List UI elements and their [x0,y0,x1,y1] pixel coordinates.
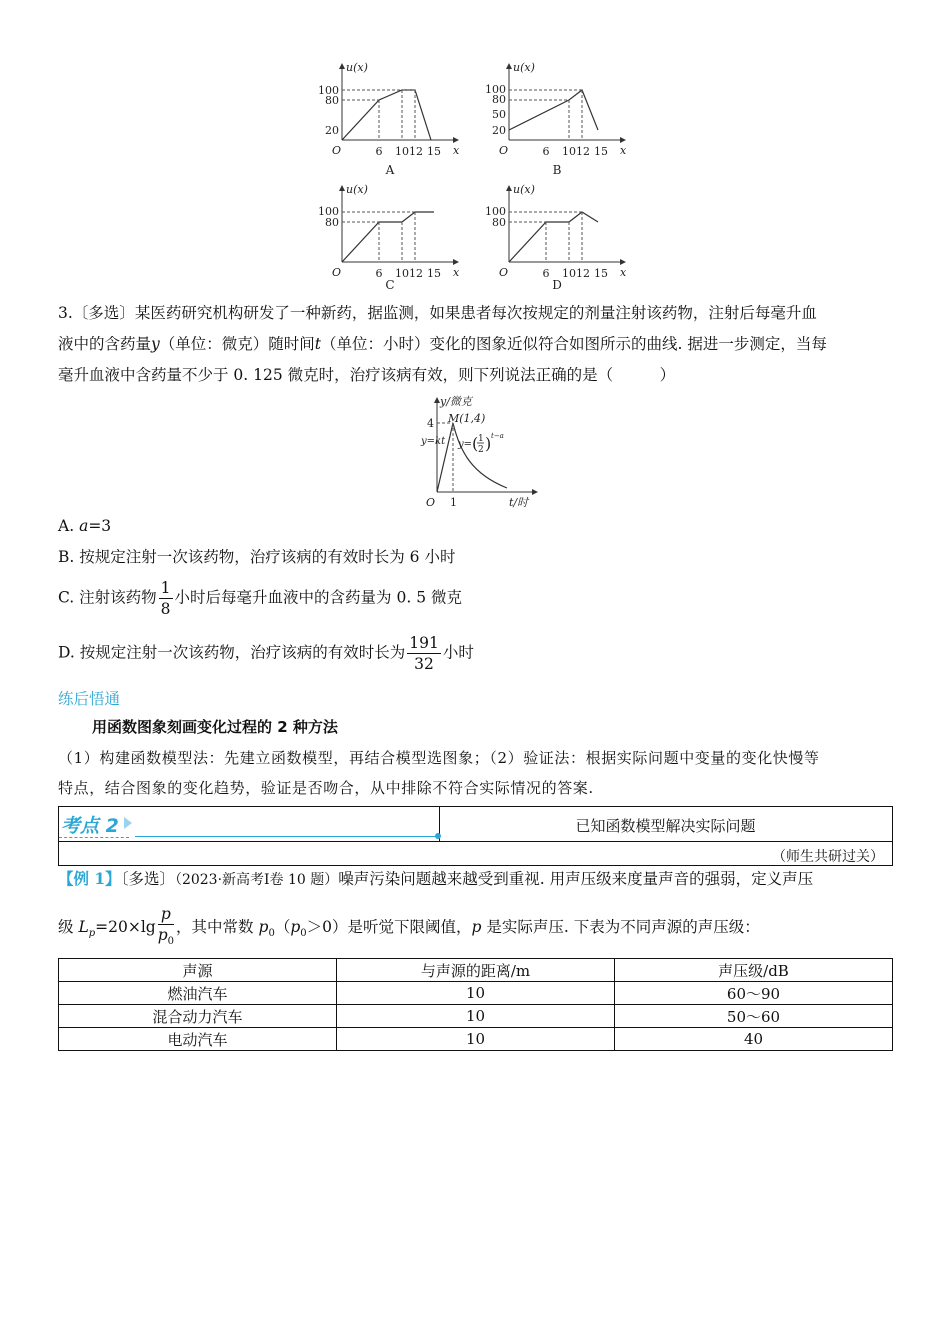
drug-origin: O [426,496,436,509]
option-c-post: 小时后每毫升血液中的含药量为 0. 5 微克 [174,588,462,607]
table-header-cell: 与声源的距离/m [337,959,615,982]
example-cond-open: （ [274,918,291,937]
graph-c-ytick-100: 100 [318,205,339,218]
table-cell: 电动汽车 [59,1028,337,1051]
example-l2-b: =20×lg [95,918,156,937]
graph-d-ytick-80: 80 [492,216,506,229]
example-frac-num: p [160,905,171,923]
graph-b-xtick-15: 15 [594,145,608,158]
example-l2-d: 是实际声压. 下表为不同声源的声压级： [486,918,760,937]
option-d-den: 32 [414,655,434,673]
example-cond-p: p [290,918,301,937]
graph-d-origin: O [499,266,509,279]
option-c-fraction [159,578,173,619]
practice-heading: 练后悟通 [58,690,121,708]
graph-b-xtick-10: 10 [562,145,576,158]
q3-var-t: t [314,335,322,353]
graph-b-origin: O [499,144,509,157]
table-cell: 60～90 [615,982,893,1005]
kaodian-arrow-icon [124,817,132,829]
option-a-var: a [79,517,89,535]
q3-line1 [58,303,817,323]
drug-right-exp: t−a [491,432,504,440]
graph-a-xvar: x [453,144,460,157]
example-line1 [58,869,813,890]
practice-line2: 特点，结合图象的变化趋势，验证是否吻合，从中排除不符合实际情况的答案. [58,779,594,797]
graph-c-letter: C [385,278,395,290]
graph-c-xtick-12: 12 [409,267,423,280]
example-line2 [58,904,760,952]
q3-line2 [58,334,827,354]
table-cell: 50～60 [615,1005,893,1028]
kaodian-note: （师生共研过关） [772,849,884,865]
example-fraction [158,904,174,952]
graph-b-xtick-6: 6 [542,145,550,158]
graph-c-origin: O [332,266,342,279]
graph-c-xtick-6: 6 [375,267,383,280]
graph-b-letter: B [552,163,562,177]
graph-d [485,183,627,290]
graph-a [318,61,460,177]
option-c-pre: C. 注射该药物 [58,588,157,607]
graph-a-ytick-80: 80 [325,94,339,107]
graphs-figure [310,58,640,290]
example-var-L-sub: p [88,928,96,940]
drug-xaxis-label: t/时 [509,496,529,509]
graph-b-xvar: x [620,144,627,157]
graph-d-ytick-100: 100 [485,205,506,218]
graph-d-xvar: x [620,266,627,279]
table-cell: 燃油汽车 [59,982,337,1005]
kaodian-banner [58,806,893,866]
example-source: （2023·新高考Ⅰ卷 10 题） [174,872,339,888]
graph-a-xtick-12: 12 [409,145,423,158]
table-row [59,982,893,1005]
option-d-fraction [407,633,441,674]
q3-line3: 毫升血液中含药量不少于 0. 125 微克时，治疗该病有效，则下列说法正确的是（ ） [58,366,676,384]
drug-tick-1: 1 [450,496,457,509]
example-multi: 〔多选〕 [120,870,175,888]
q3-option-c[interactable] [58,578,462,619]
graph-a-xtick-6: 6 [375,145,383,158]
table-header-row [59,959,893,982]
table-cell: 10 [337,1028,615,1051]
q3-text2b: （单位：微克）随时间 [159,335,315,353]
graph-b-ytick-20: 20 [492,124,506,137]
graph-b-ylabel: u(x) [513,61,535,74]
table-header-cell: 声压级/dB [615,959,893,982]
drug-right-num: 1 [478,434,484,444]
graph-c-ytick-80: 80 [325,216,339,229]
sound-level-table [58,958,893,1051]
table-cell: 40 [615,1028,893,1051]
graph-c-xtick-15: 15 [427,267,441,280]
example-var-p0: p [258,918,269,937]
drug-right-paren: ( [472,434,479,453]
table-cell: 混合动力汽车 [59,1005,337,1028]
option-a-prefix: A. [58,517,75,535]
example-var-p0-sub: 0 [268,928,275,940]
graph-a-xtick-15: 15 [427,145,441,158]
table-cell: 10 [337,1005,615,1028]
table-row [59,1005,893,1028]
graph-d-xtick-15: 15 [594,267,608,280]
example-text1: 噪声污染问题越来越受到重视. 用声压级来度量声音的强弱，定义声压 [338,870,814,888]
graph-b [485,61,627,177]
q3-text2a: 液中的含药量 [58,335,152,353]
example-cond-sub: 0 [300,928,307,940]
graph-a-letter: A [385,163,395,177]
practice-subheading: 用函数图象刻画变化过程的 2 种方法 [92,718,338,736]
kaodian-title: 已知函数模型解决实际问题 [575,817,756,835]
q3-number: 3. [58,304,73,322]
q3-option-b[interactable]: B. 按规定注射一次该药物，治疗该病的有效时长为 6 小时 [58,548,456,566]
graph-a-origin: O [332,144,342,157]
option-d-post: 小时 [442,643,474,662]
example-cond-rest: ＞0）是听觉下限阈值， [306,918,472,937]
example-frac-den-sub: 0 [167,936,175,948]
table-row [59,1028,893,1051]
example-frac-den: p [157,926,168,944]
graph-b-ytick-80: 80 [492,93,506,106]
q3-var-y: y [151,335,160,353]
q3-option-d[interactable] [58,633,474,674]
example-tag: 【例 1】 [58,869,121,888]
option-a-rest: =3 [88,517,112,535]
drug-right-paren-close: ) [485,434,492,453]
graph-a-ytick-20: 20 [325,124,339,137]
graph-d-xtick-10: 10 [562,267,576,280]
q3-text1: 某医药研究机构研发了一种新药，据监测，如果患者每次按规定的剂量注射该药物，注射后每毫升血 [134,304,817,322]
graph-c-ylabel: u(x) [346,183,368,196]
q3-option-a[interactable] [58,516,111,536]
option-c-den: 8 [160,600,171,618]
drug-point-m: M(1,4) [448,412,486,425]
q3-tag: 〔多选〕 [72,304,135,322]
practice-line1: （1）构建函数模型法：先建立函数模型，再结合模型选图象；（2）验证法：根据实际问题中变量的变化快慢等 [58,749,820,767]
drug-yaxis-label: y/微克 [440,395,472,408]
graph-c [318,183,460,290]
graph-d-ylabel: u(x) [513,183,535,196]
example-l2-a: 级 [58,918,74,937]
kaodian-label: 考点 2 [61,815,119,837]
graph-b-ytick-50: 50 [492,108,506,121]
graph-d-letter: D [552,278,562,290]
q3-text2c: （单位：小时）变化的图象近似符合如图所示的曲线. 据进一步测定，当每 [321,335,827,353]
drug-right-den: 2 [478,445,484,455]
option-d-num: 191 [409,634,439,652]
example-var-L: L [78,918,89,937]
drug-right-base: y= [458,439,473,450]
option-d-pre: D. 按规定注射一次该药物，治疗该病的有效时长为 [58,643,406,662]
table-header-cell: 声源 [59,959,337,982]
example-l2-c: ，其中常数 [176,918,254,937]
graph-c-xvar: x [453,266,460,279]
drug-left-formula: y=kt [421,436,446,447]
graph-c-xtick-10: 10 [395,267,409,280]
graph-d-xtick-12: 12 [576,267,590,280]
graph-d-xtick-6: 6 [542,267,550,280]
example-var-p: p [471,918,482,937]
graph-b-xtick-12: 12 [576,145,590,158]
drug-tick-4: 4 [427,417,434,430]
graph-a-ytick-100: 100 [318,84,339,97]
drug-curve-figure [412,392,542,514]
option-c-num: 1 [160,579,171,597]
graph-a-ylabel: u(x) [346,61,368,74]
graph-b-ytick-100: 100 [485,83,506,96]
table-cell: 10 [337,982,615,1005]
graph-a-xtick-10: 10 [395,145,409,158]
